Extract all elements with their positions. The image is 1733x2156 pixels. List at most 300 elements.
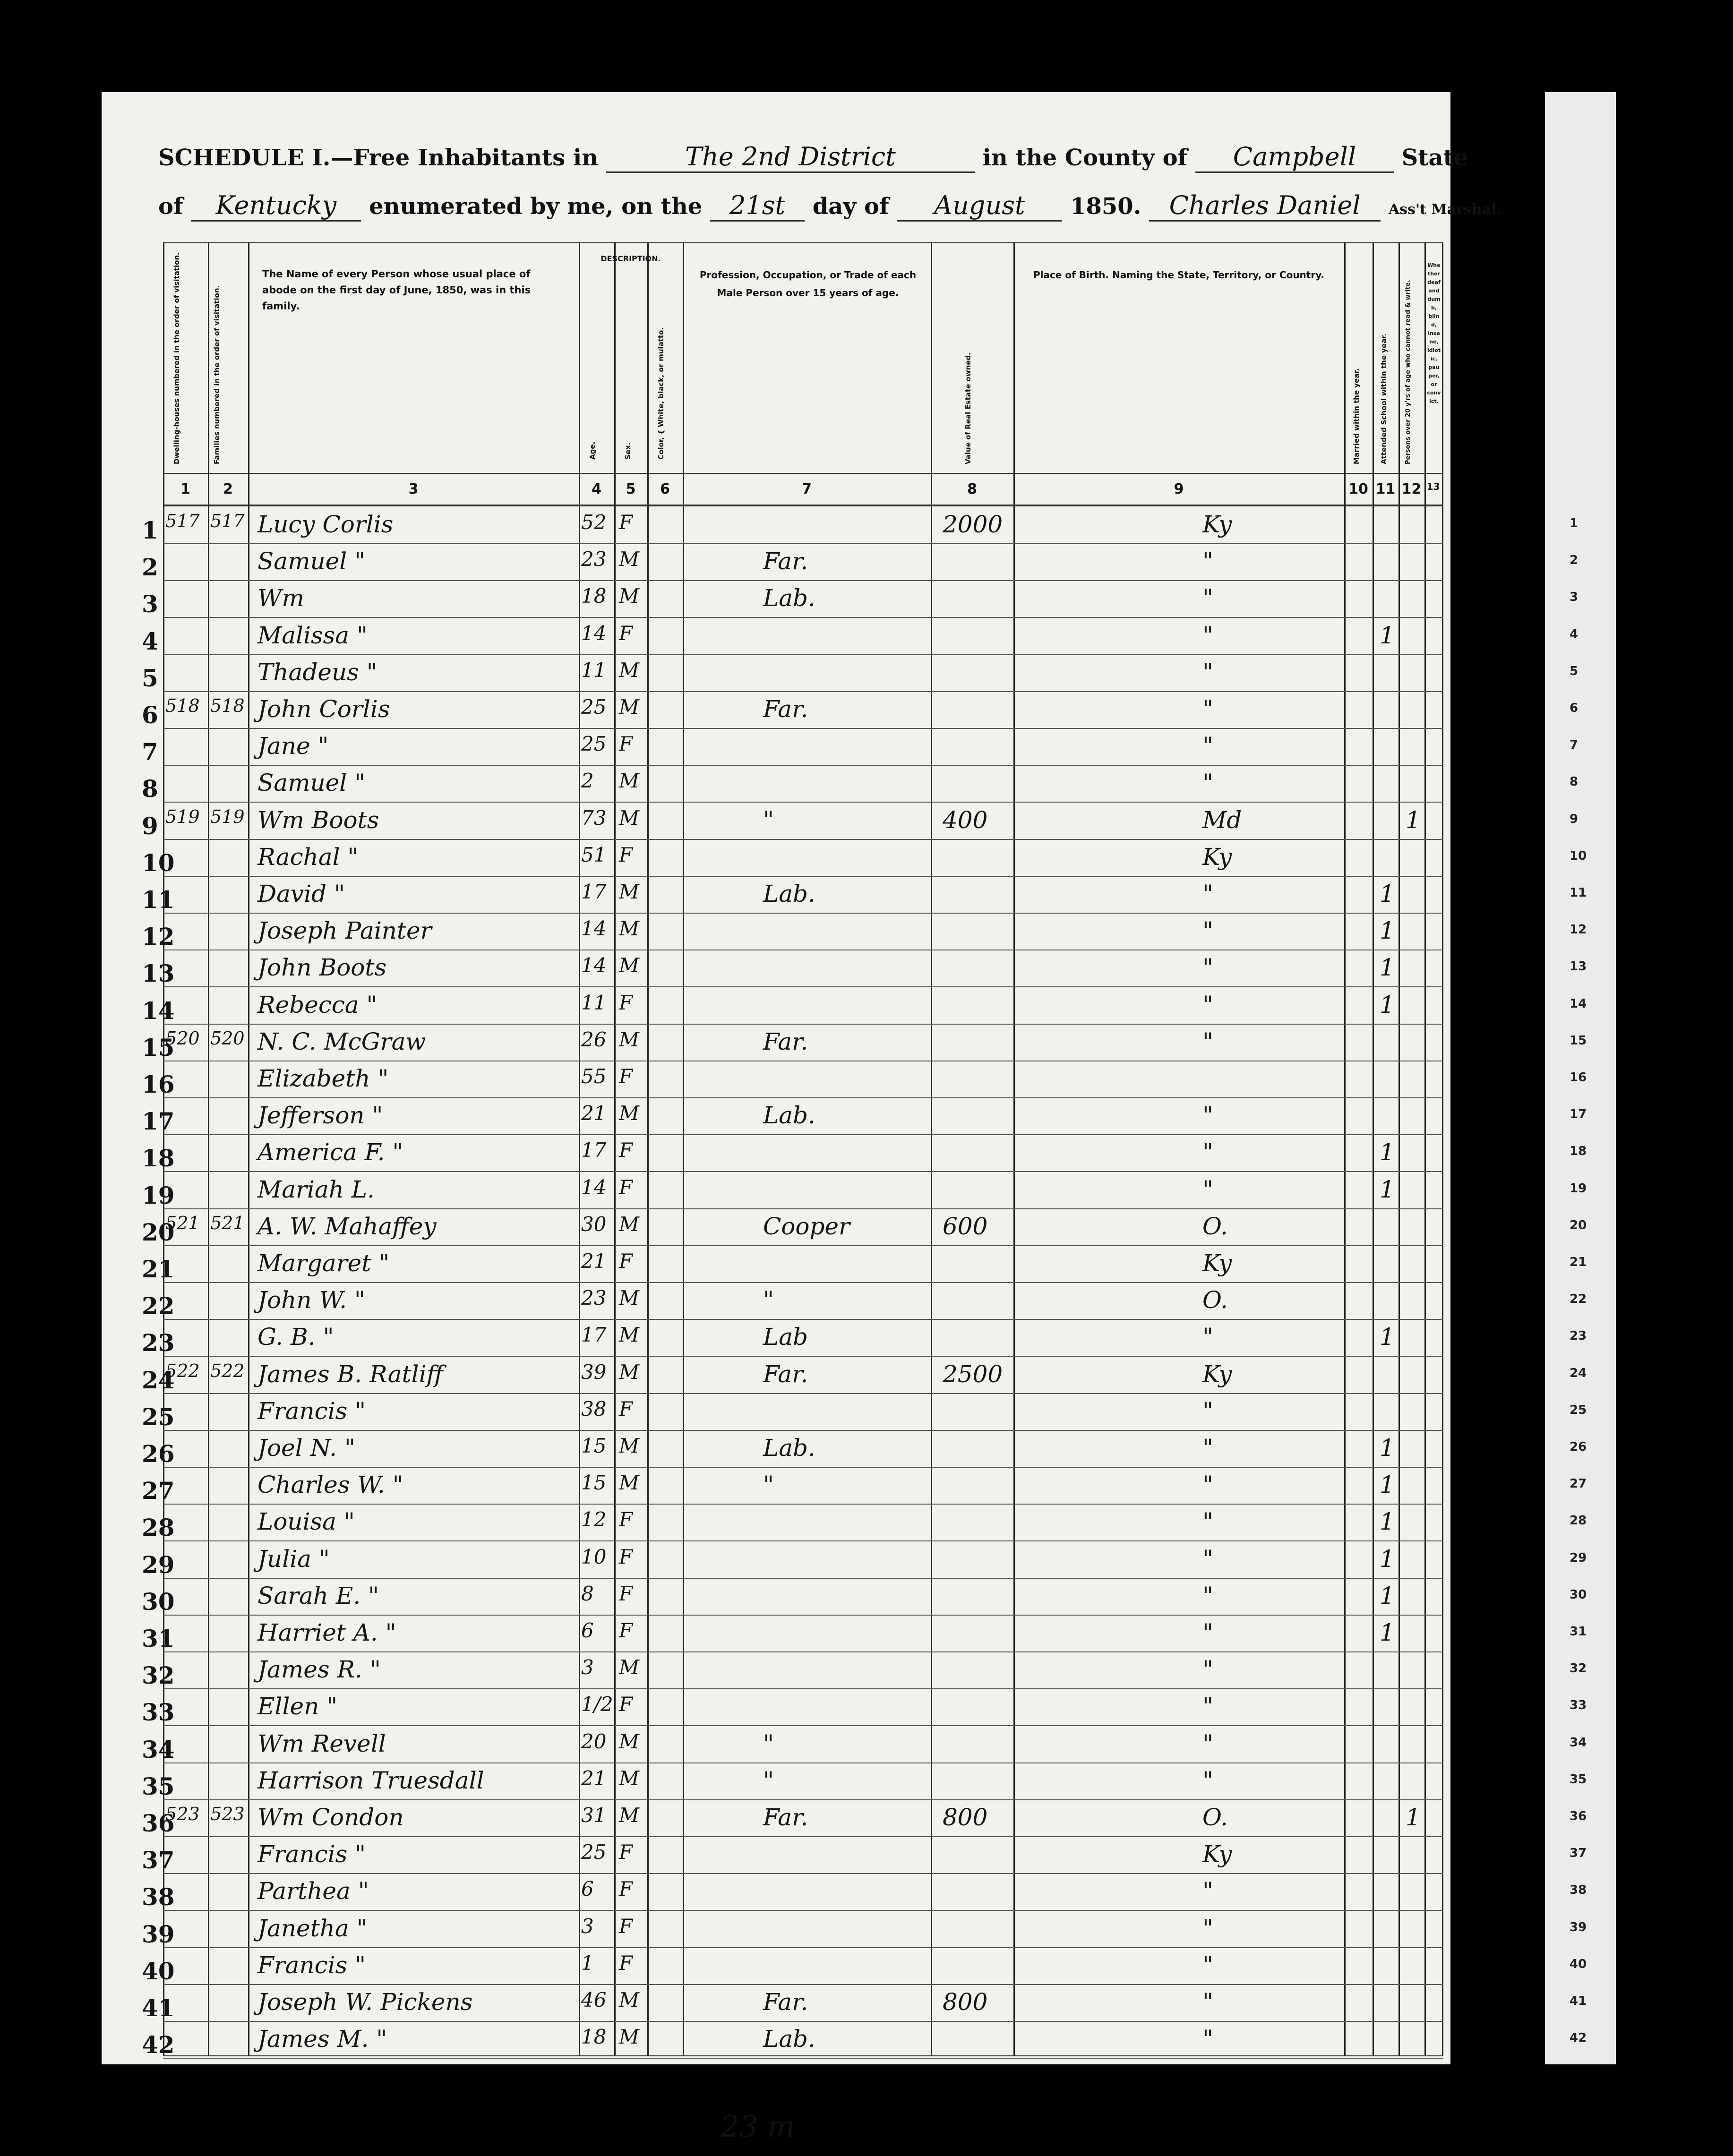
occupation: Lab. (763, 880, 815, 907)
occupation: " (763, 1471, 774, 1499)
person-name: Harrison Truesdall (257, 1766, 484, 1794)
adjacent-line-number: 39 (1570, 1920, 1587, 1934)
day-label: day of (812, 193, 889, 220)
age: 10 (581, 1545, 607, 1568)
adjacent-line-number: 24 (1570, 1366, 1587, 1380)
line-number: 9 (142, 812, 158, 840)
district-field: The 2nd District (606, 142, 975, 173)
sex: M (619, 917, 640, 941)
line-number: 26 (142, 1440, 175, 1468)
sex: F (619, 1175, 633, 1199)
occupation: Cooper (763, 1212, 850, 1240)
birthplace: " (1202, 1397, 1213, 1425)
of-label: of (158, 193, 183, 220)
adjacent-line-number: 28 (1570, 1514, 1587, 1528)
sex: F (619, 1545, 633, 1568)
sex: M (619, 584, 640, 608)
adjacent-line-number: 17 (1570, 1107, 1587, 1122)
age: 15 (581, 1471, 607, 1495)
birthplace: Md (1202, 806, 1242, 834)
table-row (142, 1800, 1443, 1837)
table-row (142, 987, 1443, 1025)
occupation: Far. (763, 695, 808, 723)
adjacent-line-number: 8 (1570, 775, 1579, 789)
table-row (142, 1061, 1443, 1098)
adjacent-line-number: 9 (1570, 812, 1579, 826)
age: 6 (581, 1877, 594, 1901)
dwelling-number: 517 (165, 511, 200, 531)
person-name: Parthea " (257, 1877, 369, 1905)
birthplace: " (1202, 1582, 1213, 1609)
sex: M (619, 658, 640, 682)
person-name: G. B. " (257, 1323, 334, 1351)
line-number: 39 (142, 1920, 175, 1948)
col-head-school: Attended School within the year. (1380, 333, 1388, 464)
real-estate-value: 600 (943, 1212, 988, 1240)
line-number: 18 (142, 1144, 175, 1172)
table-row (142, 1948, 1443, 1985)
age: 26 (581, 1027, 607, 1051)
age: 11 (581, 658, 607, 682)
sex: M (619, 1766, 640, 1790)
table-row (142, 728, 1443, 766)
sex: M (619, 806, 640, 830)
birthplace: Ky (1202, 1840, 1232, 1868)
age: 46 (581, 1988, 607, 2011)
birthplace: " (1202, 1729, 1213, 1757)
age: 52 (581, 511, 607, 534)
col-head-married: Married within the year. (1352, 368, 1361, 464)
table-row (142, 1098, 1443, 1136)
sex: M (619, 880, 640, 903)
occupation: Far. (763, 1804, 808, 1831)
birthplace: " (1202, 1138, 1213, 1166)
adjacent-line-number: 16 (1570, 1070, 1587, 1085)
school-mark: 1 (1380, 1138, 1395, 1166)
line-number: 32 (142, 1661, 175, 1690)
age: 39 (581, 1360, 607, 1384)
state-field: Kentucky (191, 190, 361, 222)
birthplace: " (1202, 1914, 1213, 1942)
adjacent-line-number: 26 (1570, 1440, 1587, 1454)
family-number: 523 (210, 1804, 245, 1824)
age: 21 (581, 1249, 607, 1273)
header-line-1 (158, 142, 1468, 173)
person-name: James R. " (257, 1656, 381, 1684)
age: 14 (581, 621, 607, 645)
age: 3 (581, 1656, 594, 1679)
real-estate-value: 400 (943, 806, 988, 834)
col-head-occupation: Profession, Occupation, or Trade of each Male Person over 15 years of age. (699, 269, 917, 299)
occupation: " (763, 806, 774, 834)
sex: F (619, 732, 633, 756)
occupation: Lab. (763, 2025, 815, 2053)
adjacent-line-number: 35 (1570, 1772, 1587, 1787)
col-number: 1 (180, 481, 190, 497)
sex: M (619, 1027, 640, 1051)
person-name: Joseph Painter (257, 917, 432, 945)
age: 8 (581, 1582, 594, 1605)
adjacent-line-number: 27 (1570, 1477, 1587, 1491)
table-row (142, 1763, 1443, 1800)
table-row (142, 1135, 1443, 1172)
col-head-description: DESCRIPTION. (601, 254, 661, 263)
sex: M (619, 1360, 640, 1384)
age: 18 (581, 2025, 607, 2049)
row-rule (163, 2058, 1443, 2059)
family-number: 522 (210, 1360, 245, 1381)
occupation: " (763, 1729, 774, 1757)
col-head-real-estate: Value of Real Estate owned. (964, 352, 972, 464)
adjacent-line-number: 1 (1570, 516, 1579, 530)
birthplace: " (1202, 880, 1213, 907)
table-row (142, 692, 1443, 729)
line-number: 35 (142, 1772, 175, 1800)
person-name: Janetha " (257, 1914, 368, 1942)
line-number: 2 (142, 553, 158, 582)
person-name: Ellen " (257, 1693, 338, 1720)
birthplace: " (1202, 1508, 1213, 1536)
table-row (142, 618, 1443, 655)
table-row (142, 581, 1443, 618)
sex: M (619, 1102, 640, 1125)
dwelling-number: 523 (165, 1804, 200, 1824)
person-name: Samuel " (257, 548, 366, 575)
header-line-2 (158, 190, 1501, 222)
person-name: Malissa " (257, 621, 368, 649)
age: 51 (581, 843, 607, 866)
occupation: Far. (763, 1988, 808, 2016)
line-number: 36 (142, 1809, 175, 1837)
line-number: 24 (142, 1366, 175, 1394)
census-table (142, 242, 1443, 2059)
line-number: 34 (142, 1735, 175, 1763)
occupation: " (763, 1766, 774, 1794)
sex: F (619, 1951, 633, 1975)
table-row (142, 1467, 1443, 1505)
table-row (142, 1911, 1443, 1948)
person-name: Francis " (257, 1951, 366, 1979)
adjacent-line-number: 6 (1570, 701, 1579, 715)
birthplace: " (1202, 1766, 1213, 1794)
col-number: 6 (660, 481, 670, 497)
school-mark: 1 (1380, 1619, 1395, 1646)
adjacent-line-number: 10 (1570, 848, 1587, 863)
table-row (142, 950, 1443, 988)
sex: M (619, 2025, 640, 2049)
sex: M (619, 1804, 640, 1827)
adjacent-line-number: 22 (1570, 1292, 1587, 1307)
col-number: 12 (1401, 481, 1422, 497)
table-row (142, 1319, 1443, 1357)
person-name: Jefferson " (257, 1102, 383, 1129)
table-row (142, 1504, 1443, 1542)
sex: M (619, 1286, 640, 1310)
footer-note: 23 m (721, 2109, 795, 2144)
person-name: Joel N. " (257, 1434, 355, 1462)
table-row (142, 765, 1443, 803)
adjacent-line-number: 3 (1570, 590, 1579, 605)
state-label: State (1401, 145, 1468, 171)
sex: F (619, 1914, 633, 1938)
person-name: David " (257, 880, 345, 907)
col-number: 10 (1348, 481, 1368, 497)
age: 3 (581, 1914, 594, 1938)
line-number: 1 (142, 516, 158, 544)
person-name: Francis " (257, 1840, 366, 1868)
family-number: 517 (210, 511, 245, 531)
col-head-families: Families numbered in the order of visitation. (213, 285, 221, 464)
birthplace: " (1202, 1471, 1213, 1499)
table-row (142, 1430, 1443, 1468)
adjacent-line-number: 21 (1570, 1255, 1587, 1269)
sex: F (619, 1877, 633, 1901)
sex: M (619, 1471, 640, 1495)
birthplace: Ky (1202, 843, 1232, 871)
col-head-illiterate: Persons over 20 y'rs of age who cannot read & write. (1405, 280, 1412, 464)
age: 21 (581, 1766, 607, 1790)
birthplace: " (1202, 1951, 1213, 1979)
sex: F (619, 1619, 633, 1642)
birthplace: " (1202, 1027, 1213, 1055)
adjacent-line-number: 41 (1570, 1994, 1587, 2008)
occupation: Lab. (763, 1102, 815, 1129)
age: 38 (581, 1397, 607, 1420)
county-field: Campbell (1195, 142, 1394, 173)
adjacent-line-number: 38 (1570, 1883, 1587, 1898)
table-row (142, 1172, 1443, 1209)
person-name: John Boots (257, 954, 387, 982)
school-mark: 1 (1380, 1323, 1395, 1351)
birthplace: " (1202, 695, 1213, 723)
table-row (142, 1874, 1443, 1911)
line-number: 31 (142, 1625, 175, 1652)
header-rule (163, 473, 1443, 474)
line-number: 11 (142, 886, 175, 914)
line-number: 20 (142, 1218, 175, 1246)
person-name: Sarah E. " (257, 1582, 379, 1609)
birthplace: " (1202, 991, 1213, 1018)
sex: M (619, 1212, 640, 1236)
line-number: 21 (142, 1255, 175, 1283)
table-row (142, 1246, 1443, 1283)
age: 14 (581, 954, 607, 977)
col-number: 3 (408, 481, 419, 497)
dwelling-number: 521 (165, 1212, 200, 1233)
line-number: 40 (142, 1957, 175, 1985)
birthplace: O. (1202, 1286, 1228, 1314)
person-name: Louisa " (257, 1508, 355, 1536)
col-number: 8 (967, 481, 977, 497)
birthplace: " (1202, 1656, 1213, 1684)
line-number: 28 (142, 1514, 175, 1542)
adjacent-line-number: 13 (1570, 959, 1587, 974)
col-head-sex: Sex. (624, 442, 632, 460)
table-row (142, 544, 1443, 582)
table-row (142, 2021, 1443, 2059)
person-name: Rachal " (257, 843, 359, 871)
occupation: Lab. (763, 1434, 815, 1462)
age: 11 (581, 991, 607, 1014)
birthplace: " (1202, 1102, 1213, 1129)
dwelling-number: 519 (165, 806, 200, 827)
marshal-label: Ass't Marshal. (1388, 201, 1501, 218)
adjacent-line-number: 2 (1570, 553, 1579, 568)
person-name: Harriet A. " (257, 1619, 396, 1646)
sex: F (619, 1138, 633, 1162)
sex: M (619, 954, 640, 977)
birthplace: O. (1202, 1212, 1228, 1240)
birthplace: " (1202, 1175, 1213, 1203)
sex: F (619, 991, 633, 1014)
age: 17 (581, 880, 607, 903)
line-number: 16 (142, 1070, 175, 1098)
adjacent-line-number: 34 (1570, 1735, 1587, 1750)
line-number: 6 (142, 701, 158, 729)
person-name: Wm Condon (257, 1804, 404, 1831)
age: 55 (581, 1065, 607, 1088)
table-row (142, 655, 1443, 692)
col-number: 5 (626, 481, 636, 497)
adjacent-line-number: 36 (1570, 1809, 1587, 1823)
col-head-dwelling: Dwelling-houses numbered in the order of visitation. (172, 252, 181, 464)
person-name: A. W. Mahaffey (257, 1212, 437, 1240)
table-row (142, 876, 1443, 914)
table-row (142, 1283, 1443, 1320)
person-name: Julia " (257, 1545, 330, 1573)
birthplace: " (1202, 621, 1213, 649)
line-number: 30 (142, 1587, 175, 1616)
family-number: 519 (210, 806, 245, 827)
line-number: 14 (142, 996, 175, 1025)
sex: F (619, 621, 633, 645)
adjacent-line-number: 15 (1570, 1033, 1587, 1048)
adjacent-line-number: 32 (1570, 1661, 1587, 1676)
schedule-title: SCHEDULE I.—Free Inhabitants in (158, 145, 599, 171)
col-number: 9 (1174, 481, 1184, 497)
birthplace: O. (1202, 1804, 1228, 1831)
table-row (142, 913, 1443, 951)
table-row (142, 1541, 1443, 1579)
table-row (142, 1615, 1443, 1652)
sex: F (619, 1508, 633, 1531)
line-number: 19 (142, 1181, 175, 1209)
age: 2 (581, 769, 594, 793)
person-name: James M. " (257, 2025, 387, 2053)
year-label: 1850. (1070, 193, 1141, 220)
occupation: " (763, 1286, 774, 1314)
table-row (142, 1209, 1443, 1246)
real-estate-value: 800 (943, 1988, 988, 2016)
dwelling-number: 522 (165, 1360, 200, 1381)
line-number: 17 (142, 1107, 175, 1136)
table-row (142, 803, 1443, 840)
occupation: Lab (763, 1323, 808, 1351)
line-number: 4 (142, 627, 158, 655)
real-estate-value: 2500 (943, 1360, 1003, 1388)
age: 14 (581, 1175, 607, 1199)
person-name: Joseph W. Pickens (257, 1988, 473, 2016)
table-row (142, 1357, 1443, 1394)
occupation: Lab. (763, 584, 815, 612)
person-name: James B. Ratliff (257, 1360, 444, 1388)
person-name: Elizabeth " (257, 1065, 389, 1092)
adjacent-line-number: 29 (1570, 1550, 1587, 1565)
age: 17 (581, 1138, 607, 1162)
person-name: N. C. McGraw (257, 1027, 426, 1055)
birthplace: " (1202, 1434, 1213, 1462)
birthplace: " (1202, 2025, 1213, 2053)
age: 23 (581, 548, 607, 571)
person-name: Mariah L. (257, 1175, 375, 1203)
school-mark: 1 (1380, 1545, 1395, 1573)
birthplace: Ky (1202, 511, 1232, 538)
family-number: 521 (210, 1212, 245, 1233)
age: 6 (581, 1619, 594, 1642)
person-name: Francis " (257, 1397, 366, 1425)
birthplace: Ky (1202, 1249, 1232, 1277)
adjacent-line-number: 12 (1570, 923, 1587, 937)
person-name: Rebecca " (257, 991, 377, 1018)
col-number: 2 (223, 481, 233, 497)
marshal-field: Charles Daniel (1149, 190, 1381, 222)
family-number: 518 (210, 695, 245, 716)
adjacent-line-number: 42 (1570, 2031, 1587, 2045)
table-row (142, 1837, 1443, 1874)
adjacent-line-number: 7 (1570, 738, 1579, 753)
col-number: 11 (1375, 481, 1396, 497)
adjacent-line-number: 33 (1570, 1698, 1587, 1713)
birthplace: " (1202, 584, 1213, 612)
dwelling-number: 518 (165, 695, 200, 716)
col-number: 13 (1426, 481, 1440, 492)
table-row (142, 1024, 1443, 1061)
table-row (142, 1726, 1443, 1763)
col-number: 4 (592, 481, 601, 497)
age: 30 (581, 1212, 607, 1236)
school-mark: 1 (1380, 1471, 1395, 1499)
adjacent-line-number: 4 (1570, 627, 1579, 642)
age: 31 (581, 1804, 607, 1827)
census-page (102, 92, 1501, 2144)
person-name: Thadeus " (257, 658, 377, 686)
sex: M (619, 548, 640, 571)
person-name: John Corlis (257, 695, 390, 723)
birthplace: " (1202, 658, 1213, 686)
col-head-name: The Name of every Person whose usual place of abode on the first day of June, 1850, was in this family. (262, 268, 531, 312)
person-name: Wm (257, 584, 304, 612)
occupation: Far. (763, 1360, 808, 1388)
line-number: 29 (142, 1550, 175, 1579)
line-number: 8 (142, 775, 158, 803)
adjacent-line-number: 11 (1570, 886, 1587, 900)
sex: M (619, 1729, 640, 1753)
adjacent-line-number: 5 (1570, 664, 1579, 678)
table-row (142, 1689, 1443, 1727)
birthplace: Ky (1202, 1360, 1232, 1388)
line-number: 3 (142, 590, 158, 618)
illiterate-mark: 1 (1406, 806, 1421, 834)
illiterate-mark: 1 (1406, 1804, 1421, 1831)
sex: F (619, 1582, 633, 1605)
birthplace: " (1202, 769, 1213, 797)
birthplace: " (1202, 1693, 1213, 1720)
age: 17 (581, 1323, 607, 1347)
line-number: 10 (142, 848, 175, 877)
col-number: 7 (802, 481, 812, 497)
school-mark: 1 (1380, 917, 1395, 945)
adjacent-line-number: 30 (1570, 1587, 1587, 1602)
